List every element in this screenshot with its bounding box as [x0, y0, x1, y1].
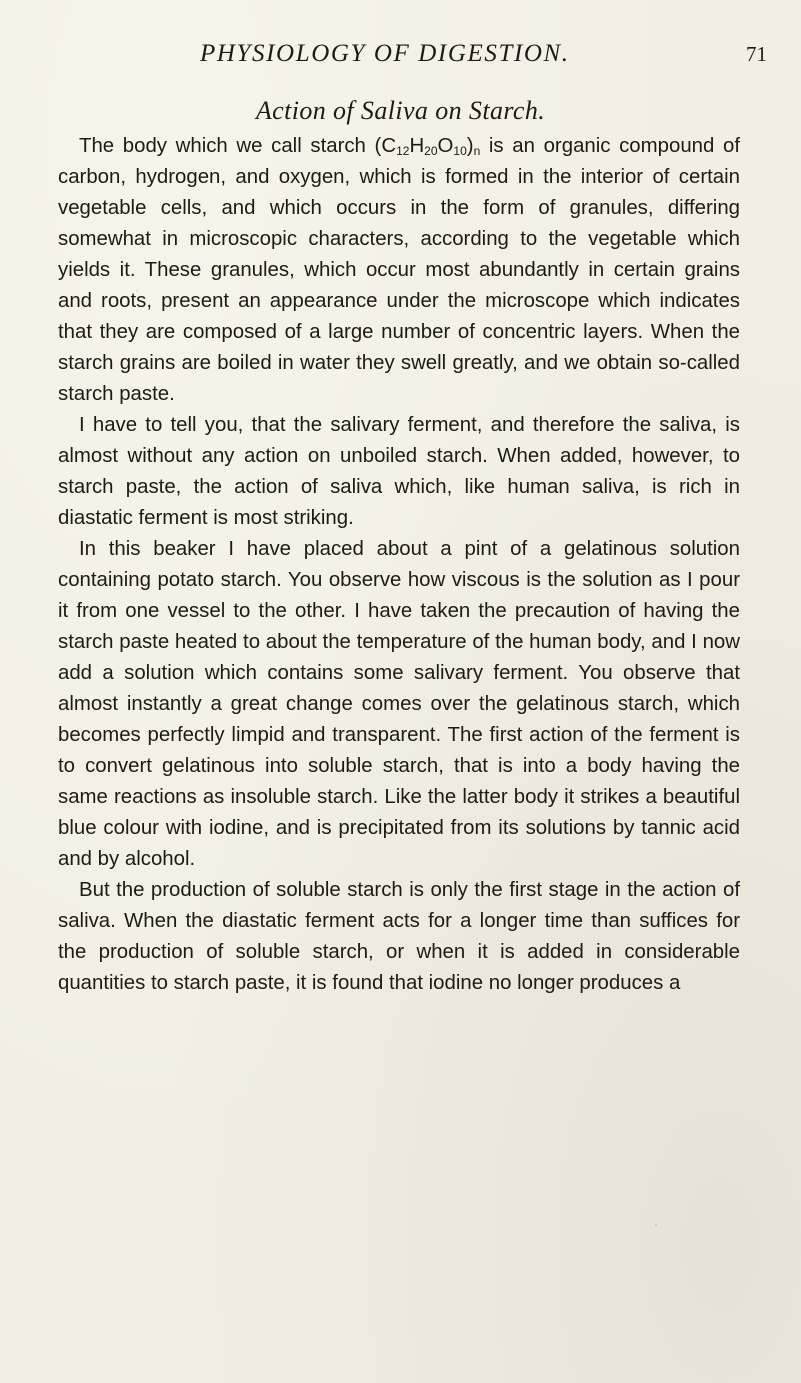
formula-oxygen-subscript: 10: [453, 144, 467, 158]
paper-speck: [655, 1224, 657, 1226]
paragraph-soluble-starch: But the production of soluble starch is only the first stage in the action of saliva. When the diastatic ferment acts for a longer time than suffices for the production of soluble starch, or when it is added in considerable quantities to starch paste, it is found that iodine no longer produces a: [58, 879, 740, 994]
body-text: [58, 131, 740, 999]
paragraph-text: is an organic compound of carbon, hydrogen, and oxygen, which is formed in the interior of certain vegetable cells, and which occurs in the form of granules, differing somewhat in microscopic characters, according to the vegetable which yields it. These granules, which occur most abundantly in certain grains and roots, present an appearance under the microscope which indicates that they are composed of a large number of concentric layers. When the starch grains are boiled in water they swell greatly, and we obtain so-called starch paste.: [58, 135, 740, 405]
running-title: PHYSIOLOGY OF DIGESTION.: [200, 40, 570, 67]
starch-formula: [375, 135, 481, 157]
paragraph-text: The body which we call starch: [79, 135, 375, 157]
formula-oxygen: O: [437, 135, 454, 157]
paragraph-starch-definition: [58, 131, 740, 410]
formula-close: ): [466, 135, 474, 157]
paper-speck: [136, 290, 138, 292]
running-head: [0, 40, 801, 76]
formula-hydrogen: H: [409, 135, 425, 157]
page-number: 71: [746, 42, 767, 66]
formula-hydrogen-subscript: 20: [424, 144, 438, 158]
section-heading: Action of Saliva on Starch.: [255, 96, 546, 125]
formula-open: (C: [374, 135, 397, 157]
paragraph-beaker-experiment: In this beaker I have placed about a pint of a gelatinous solution containing potato starch. You observe how viscous is the solution as I pour it from one vessel to the other. I have taken the precaution of having the starch paste heated to about the temperature of the human body, and I now add a solution which contains some salivary ferment. You observe that almost instantly a great change comes over the gelatinous starch, which becomes perfectly limpid and transparent. The first action of the ferment is to convert gelatinous into soluble starch, that is into a body having the same reactions as insoluble starch. Like the latter body it strikes a beautiful blue colour with iodine, and is precipitated from its solutions by tannic acid and by alcohol.: [58, 538, 740, 870]
paper-speck: [402, 980, 404, 982]
paragraph-unboiled-starch: I have to tell you, that the salivary ferment, and therefore the saliva, is almost without any action on unboiled starch. When added, however, to starch paste, the action of saliva which, like human saliva, is rich in diastatic ferment is most striking.: [58, 414, 740, 529]
formula-carbon-subscript: 12: [396, 144, 410, 158]
formula-n-subscript: n: [473, 144, 481, 158]
